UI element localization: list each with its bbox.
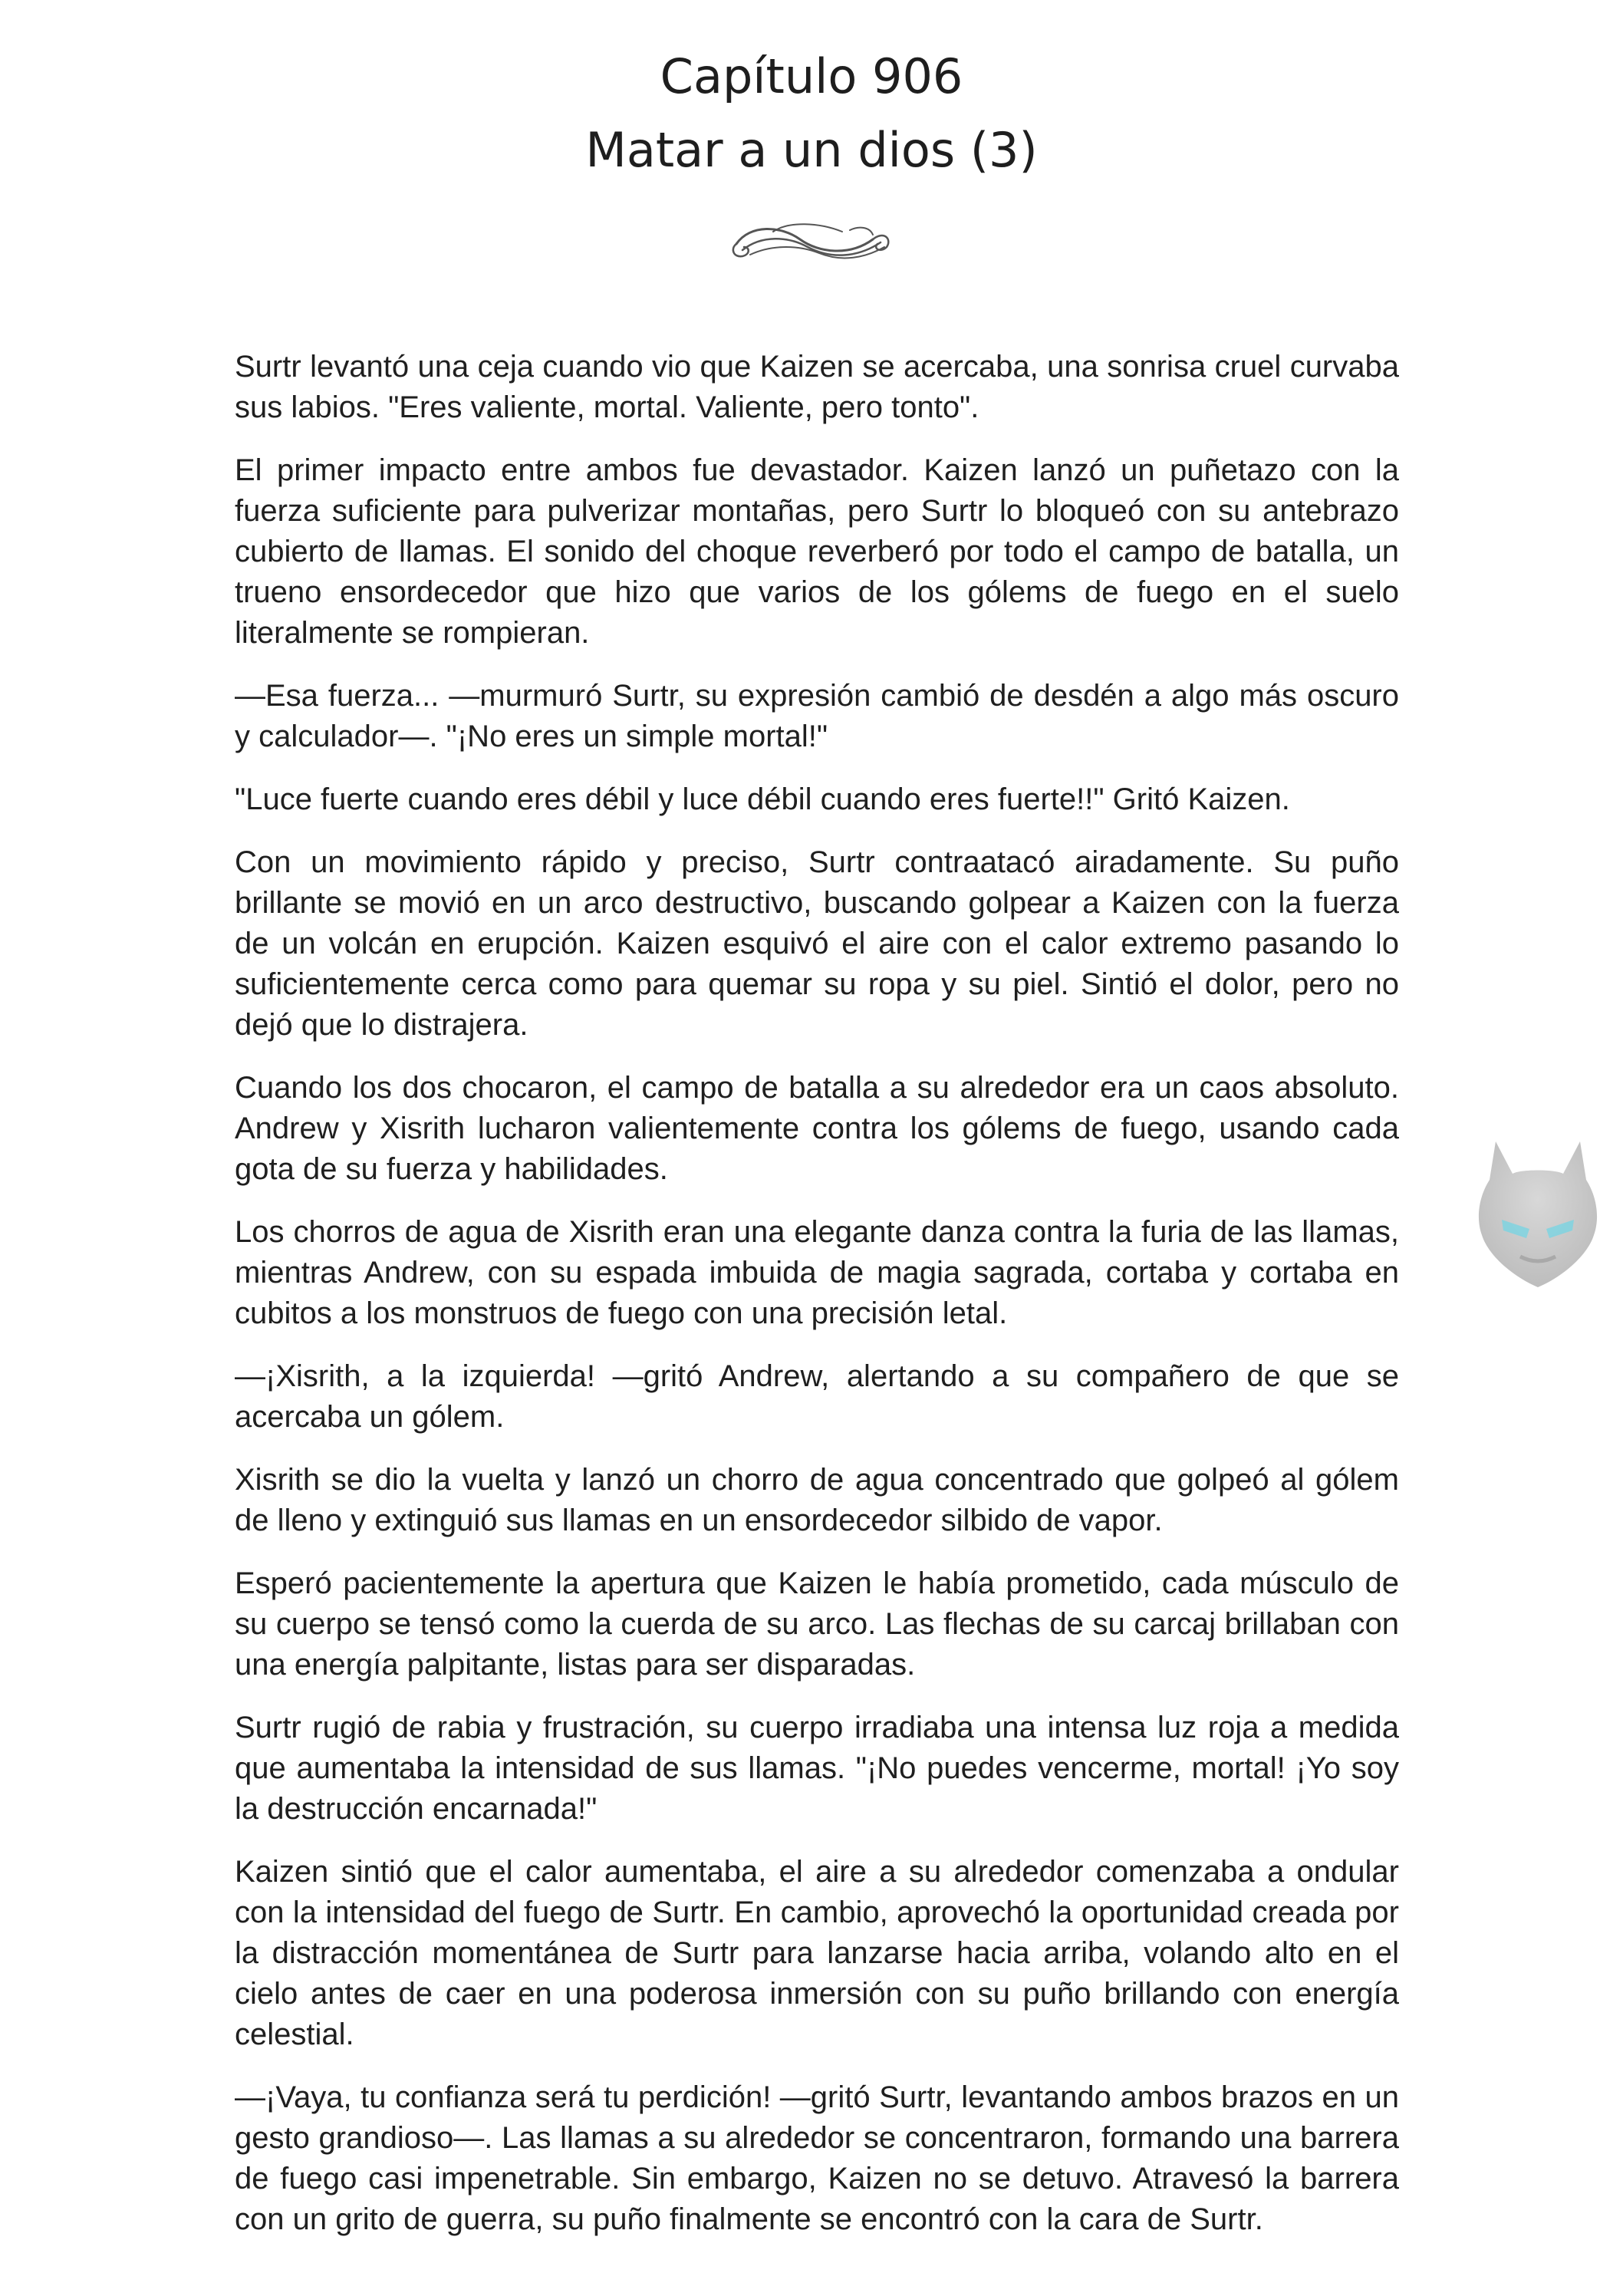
paragraph-7: Los chorros de agua de Xisrith eran una elegante danza contra la furia de las llamas, mientras Andrew, con su espada imbuida de magia sagrada, cortaba y cortaba en cubitos a los monstruos de fuego con una precisión letal. xyxy=(235,1215,1399,1330)
chapter-number: Capítulo 906 xyxy=(660,48,963,104)
paragraph-12: Kaizen sintió que el calor aumentaba, el aire a su alrededor comenzaba a ondular con la intensidad del fuego de Surtr. En cambio, aprovechó la oportunidad creada por la distracción momentánea de Surtr para lanzarse hacia arriba, volando alto en el cielo antes de caer en una poderosa inmersión con su puño brillando con energía celestial. xyxy=(235,1855,1399,2051)
paragraph-10: Esperó pacientemente la apertura que Kaizen le había prometido, cada músculo de su cuerpo se tensó como la cuerda de su arco. Las flechas de su carcaj brillaban con una energía palpitante, listas para ser disparadas. xyxy=(235,1566,1399,1682)
chapter-header xyxy=(0,40,1623,270)
paragraph-5: Con un movimiento rápido y preciso, Surtr contraatacó airadamente. Su puño brillante se movió en un arco destructivo, buscando golpear a Kaizen con la fuerza de un volcán en erupción. Kaizen esquivó el aire con el calor extremo pasando lo suficientemente cerca como para quemar su ropa y su piel. Sintió el dolor, pero no dejó que lo distrajera. xyxy=(235,845,1399,1042)
paragraph-9: Xisrith se dio la vuelta y lanzó un chorro de agua concentrado que golpeó al gólem de lleno y extinguió sus llamas en un ensordecedor silbido de vapor. xyxy=(235,1463,1399,1537)
paragraph-13: —¡Vaya, tu confianza será tu perdición! —gritó Surtr, levantando ambos brazos en un gesto grandioso—. Las llamas a su alrededor se concentraron, formando una barrera de fuego casi impenetrable. Sin embargo, Kaizen no se detuvo. Atravesó la barrera con un grito de guerra, su puño finalmente se encontró con la cara de Surtr. xyxy=(235,2080,1399,2236)
paragraph-3: —Esa fuerza... —murmuró Surtr, su expresión cambió de desdén a algo más oscuro y calculador—. "¡No eres un simple mortal!" xyxy=(235,679,1399,753)
demon-head-watermark-icon xyxy=(1465,1126,1611,1295)
paragraph-4: "Luce fuerte cuando eres débil y luce débil cuando eres fuerte!!" Gritó Kaizen. xyxy=(235,782,1290,816)
paragraph-2: El primer impacto entre ambos fue devastador. Kaizen lanzó un puñetazo con la fuerza suficiente para pulverizar montañas, pero Surtr lo bloqueó con su antebrazo cubierto de llamas. El sonido del choque reverberó por todo el campo de batalla, un trueno ensordecedor que hizo que varios de los gólems de fuego en el suelo literalmente se rompieran. xyxy=(235,453,1399,650)
paragraph-11: Surtr rugió de rabia y frustración, su cuerpo irradiaba una intensa luz roja a medida que aumentaba la intensidad de sus llamas. "¡No puedes vencerme, mortal! ¡Yo soy la destrucción encarnada!" xyxy=(235,1711,1399,1826)
chapter-body xyxy=(235,347,1399,2262)
paragraph-1: Surtr levantó una ceja cuando vio que Kaizen se acercaba, una sonrisa cruel curvaba sus labios. "Eres valiente, mortal. Valiente, pero tonto". xyxy=(235,350,1399,424)
chapter-title: Matar a un dios (3) xyxy=(585,122,1038,178)
paragraph-8: —¡Xisrith, a la izquierda! —gritó Andrew, alertando a su compañero de que se acercaba un gólem. xyxy=(235,1359,1399,1434)
paragraph-6: Cuando los dos chocaron, el campo de batalla a su alrededor era un caos absoluto. Andrew y Xisrith lucharon valientemente contra los gólems de fuego, usando cada gota de su fuerza y habilidades. xyxy=(235,1071,1399,1186)
flourish-ornament-icon xyxy=(727,209,896,270)
